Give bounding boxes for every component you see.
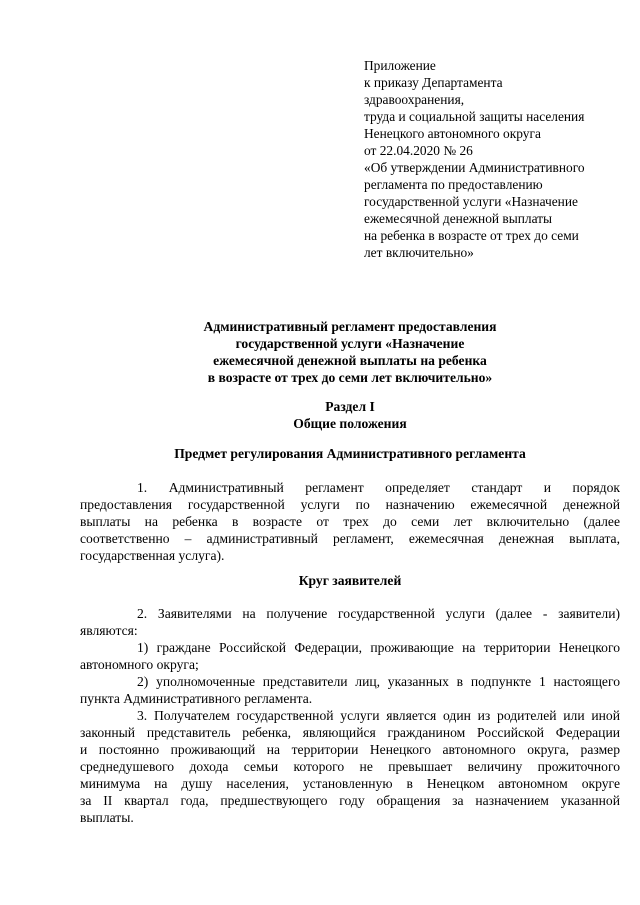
- section-number: Раздел I: [325, 399, 375, 414]
- list-item-line: автономного округа;: [80, 657, 199, 672]
- appendix-line: Ненецкого автономного округа: [364, 126, 541, 141]
- section-name: Общие положения: [293, 416, 407, 431]
- paragraph-line: выплаты на ребенка в возрасте от трех до семи лет включительно (далее: [80, 514, 620, 529]
- paragraph-line: и постоянно проживающий на территории Ненецкого автономного округа, размер: [80, 742, 620, 757]
- subject-heading: Предмет регулирования Административного регламента: [174, 446, 526, 461]
- title-line: государственной услуги «Назначение: [235, 336, 465, 351]
- paragraph-line: 2. Заявителями на получение государственной услуги (далее - заявители): [137, 606, 620, 621]
- appendix-block: [364, 57, 614, 261]
- appendix-line: труда и социальной защиты населения: [364, 109, 585, 124]
- paragraph-line: законный представитель ребенка, являющийся гражданином Российской Федерации: [80, 725, 620, 740]
- appendix-line: здравоохранения,: [364, 92, 465, 107]
- appendix-line: на ребенка в возрасте от трех до семи: [364, 228, 579, 243]
- title-line: Административный регламент предоставления: [203, 319, 497, 334]
- appendix-line: ежемесячной денежной выплаты: [364, 211, 553, 226]
- section-heading: [80, 398, 620, 432]
- list-item-line: пункта Административного регламента.: [80, 691, 313, 706]
- paragraph-line: среднедушевого дохода семьи которого не превышает величину прожиточного: [80, 759, 620, 774]
- paragraph-line: за II квартал года, предшествующего году обращения за назначением указанной: [80, 793, 620, 808]
- appendix-line: к приказу Департамента: [364, 75, 503, 90]
- title-line: ежемесячной денежной выплаты на ребенка: [213, 353, 487, 368]
- paragraph-1: [80, 479, 620, 564]
- applicants-body: [80, 605, 620, 826]
- appendix-line: Приложение: [364, 58, 436, 73]
- appendix-line: государственной услуги «Назначение: [364, 194, 578, 209]
- paragraph-line: предоставления государственной услуги по назначению ежемесячной денежной: [80, 497, 620, 512]
- paragraph-line: соответственно – административный регламент, ежемесячная денежная выплата,: [80, 531, 620, 546]
- paragraph-line: государственная услуга).: [80, 548, 225, 563]
- title-line: в возрасте от трех до семи лет включительно»: [207, 370, 493, 385]
- appendix-line: регламента по предоставлению: [364, 177, 543, 192]
- appendix-line: лет включительно»: [364, 245, 474, 260]
- paragraph-line: являются:: [80, 623, 138, 638]
- paragraph-line: 3. Получателем государственной услуги является один из родителей или иной: [137, 708, 620, 723]
- appendix-line: от 22.04.2020 № 26: [364, 143, 473, 158]
- list-item-line: 1) граждане Российской Федерации, проживающие на территории Ненецкого: [137, 640, 620, 655]
- paragraph-line: выплаты.: [80, 810, 134, 825]
- paragraph-line: минимума на душу населения, установленную в Ненецком автономном округе: [80, 776, 620, 791]
- applicants-heading: Круг заявителей: [298, 573, 402, 588]
- appendix-line: «Об утверждении Административного: [364, 160, 585, 175]
- paragraph-line: 1. Административный регламент определяет стандарт и порядок: [137, 480, 620, 495]
- list-item-line: 2) уполномоченные представители лиц, указанных в подпункте 1 настоящего: [137, 674, 620, 689]
- document-title: [80, 318, 620, 386]
